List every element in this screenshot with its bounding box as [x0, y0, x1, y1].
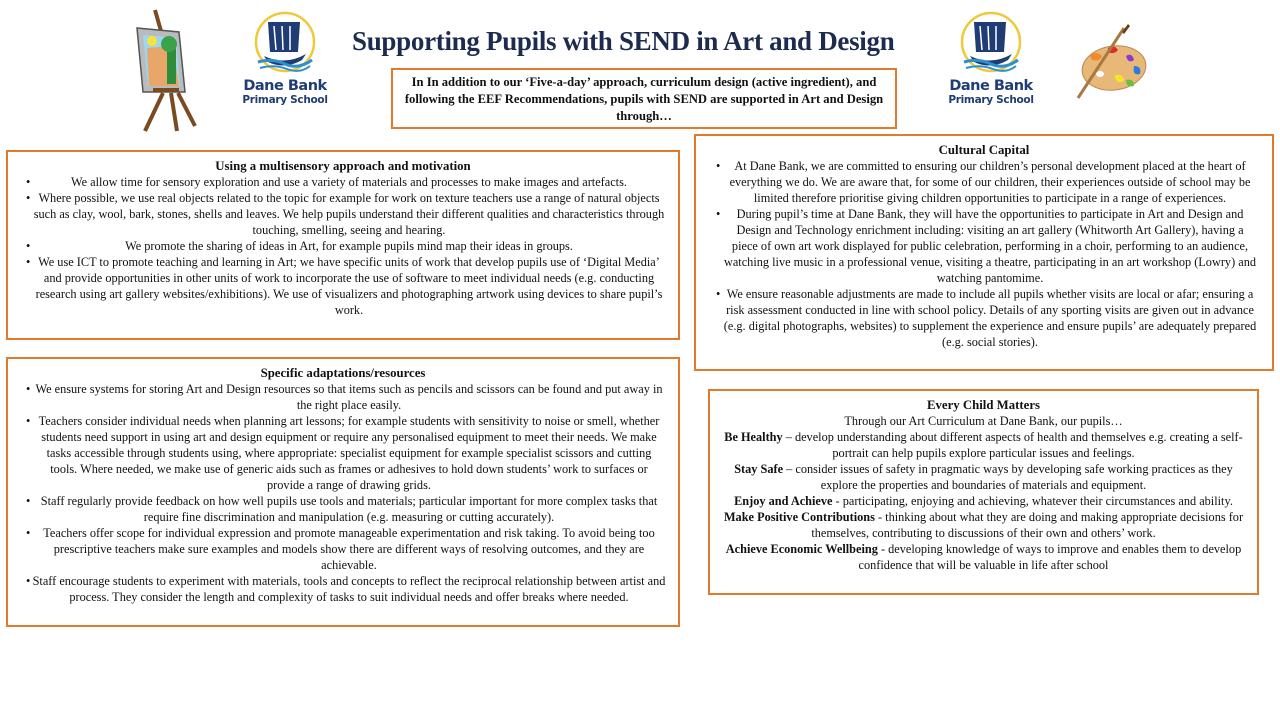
paint-palette-icon: [1072, 22, 1150, 102]
school-logo-left: [240, 8, 330, 108]
school-logo-right: [946, 8, 1036, 108]
ecm-item-label: Be Healthy: [724, 430, 783, 444]
ecm-item-text: - participating, enjoying and achieving, whatever their circumstances and ability.: [832, 494, 1233, 508]
bullet-list: [704, 158, 1264, 350]
list-item: • During pupil’s time at Dane Bank, they will have the opportunities to participate in Art and Design and Design and Technology enrichment including: visiting an art gallery (Whitworth Art Gallery), having a piece of own art work displayed for public celebration, performing in a choir, performing to an audience, watching live music in a professional venue, visiting a theatre, participating in an art workshop (Lowry) and watching pantomime.: [704, 206, 1264, 286]
list-item: • Teachers offer scope for individual expression and promote manageable experimentation and risk taking. To avoid being too prescriptive teachers make sure examples and models show there are different ways of resolving outcomes, and they are achievable.: [14, 525, 672, 573]
multisensory-section: [6, 150, 680, 340]
ship-crest-icon: [240, 8, 330, 74]
intro-box: [391, 68, 897, 129]
ecm-item: [720, 493, 1247, 509]
list-item: • We use ICT to promote teaching and learning in Art; we have specific units of work that develop pupils use of ‘Digital Media’ and provide opportunities in other units of work to incorporate the use of software to meet individual needs (e.g. conducting research using art gallery websites/exhibitions). We use of visualizers and photographing artwork using devices to share pupil’s work.: [14, 254, 672, 318]
list-item: • We ensure systems for storing Art and Design resources so that items such as pencils and scissors can be found and put away in the right place easily.: [14, 381, 672, 413]
list-item: • At Dane Bank, we are committed to ensuring our children’s personal development placed at the heart of everything we do. We are aware that, for some of our children, their experiences outside of school may be limited therefore prioritise giving children opportunities to participate in a range of experiences.: [704, 158, 1264, 206]
every-child-matters-section: [708, 389, 1259, 595]
easel-icon: [133, 8, 199, 133]
ship-crest-icon: [946, 8, 1036, 74]
ecm-item-text: - thinking about what they are doing and making appropriate decisions for themselves, contributing to discussions of their own and others’ work.: [811, 510, 1244, 540]
section-heading: Specific adaptations/resources: [260, 366, 426, 380]
logo-name: Dane Bank: [949, 78, 1033, 94]
ecm-item-text: – consider issues of safety in pragmatic ways by developing safe working practices as they explore the properties and boundaries of materials and equipment.: [783, 462, 1233, 492]
intro-text: In In addition to our ‘Five-a-day’ approach, curriculum design (active ingredient), and following the EEF Recommendations, pupils with SEND are supported in Art and Design through…: [404, 75, 884, 123]
list-item: • Staff regularly provide feedback on how well pupils use tools and materials; particular important for more complex tasks that require fine discrimination and manipulation (e.g. measuring or cutting accurately).: [14, 493, 672, 525]
list-item: • Where possible, we use real objects related to the topic for example for work on texture teachers use a range of natural objects such as clay, wool, bark, stones, shells and leaves. We help pupils understand their different qualities and characteristics through touching, smelling, seeing and hearing.: [14, 190, 672, 238]
logo-subtitle: Primary School: [242, 94, 328, 106]
ecm-item: [720, 509, 1247, 541]
ecm-item: [720, 541, 1247, 573]
list-item: • We allow time for sensory exploration and use a variety of materials and processes to make images and artefacts.: [14, 174, 672, 190]
adaptations-section: [6, 357, 680, 627]
bullet-list: [14, 174, 672, 318]
ecm-item-label: Make Positive Contributions: [723, 510, 875, 524]
list-item: • We promote the sharing of ideas in Art, for example pupils mind map their ideas in groups.: [14, 238, 672, 254]
list-item: • Staff encourage students to experiment with materials, tools and concepts to reflect the reciprocal relationship between artist and process. They consider the length and complexity of tasks to suit individual needs and offer breaks where needed.: [14, 573, 672, 605]
ecm-item-text: – develop understanding about different aspects of health and themselves e.g. creating a self-portrait can help pupils explore particular issues and feelings.: [782, 430, 1243, 460]
list-item: • We ensure reasonable adjustments are made to include all pupils whether visits are local or afar; ensuring a risk assessment conducted in line with school policy. Details of any sporting visits are given out in advance (e.g. digital photographs, websites) to supplement the experience and ensure pupils’ are adequately prepared (e.g. social stories).: [704, 286, 1264, 350]
page-title: Supporting Pupils with SEND in Art and Design: [352, 26, 895, 56]
logo-subtitle: Primary School: [948, 94, 1034, 106]
cultural-capital-section: [694, 134, 1274, 371]
section-heading: Cultural Capital: [938, 143, 1030, 157]
ecm-item-text: - developing knowledge of ways to improve and enables them to develop confidence that will be valuable in life after school: [858, 542, 1242, 572]
ecm-item-label: Enjoy and Achieve: [734, 494, 833, 508]
list-item: • Teachers consider individual needs when planning art lessons; for example students with sensitivity to noise or smell, whether students need support in using art and design equipment or require any personalised equipment to meet their needs. We make tasks accessible through students using, where appropriate: specialist equipment for example specialist scissors and cutting tools. Where needed, we make use of generic aids such as frames or adhesives to hold down students’ work to surfaces or provide a range of drawing grids.: [14, 413, 672, 493]
bullet-list: [14, 381, 672, 605]
ecm-item: [720, 429, 1247, 461]
logo-name: Dane Bank: [243, 78, 327, 94]
section-heading: Using a multisensory approach and motivation: [215, 159, 471, 173]
ecm-item: [720, 461, 1247, 493]
ecm-item-label: Stay Safe: [734, 462, 784, 476]
ecm-item-label: Achieve Economic Wellbeing: [725, 542, 878, 556]
section-heading: Every Child Matters: [926, 398, 1041, 412]
ecm-intro: Through our Art Curriculum at Dane Bank, our pupils…: [844, 414, 1123, 428]
